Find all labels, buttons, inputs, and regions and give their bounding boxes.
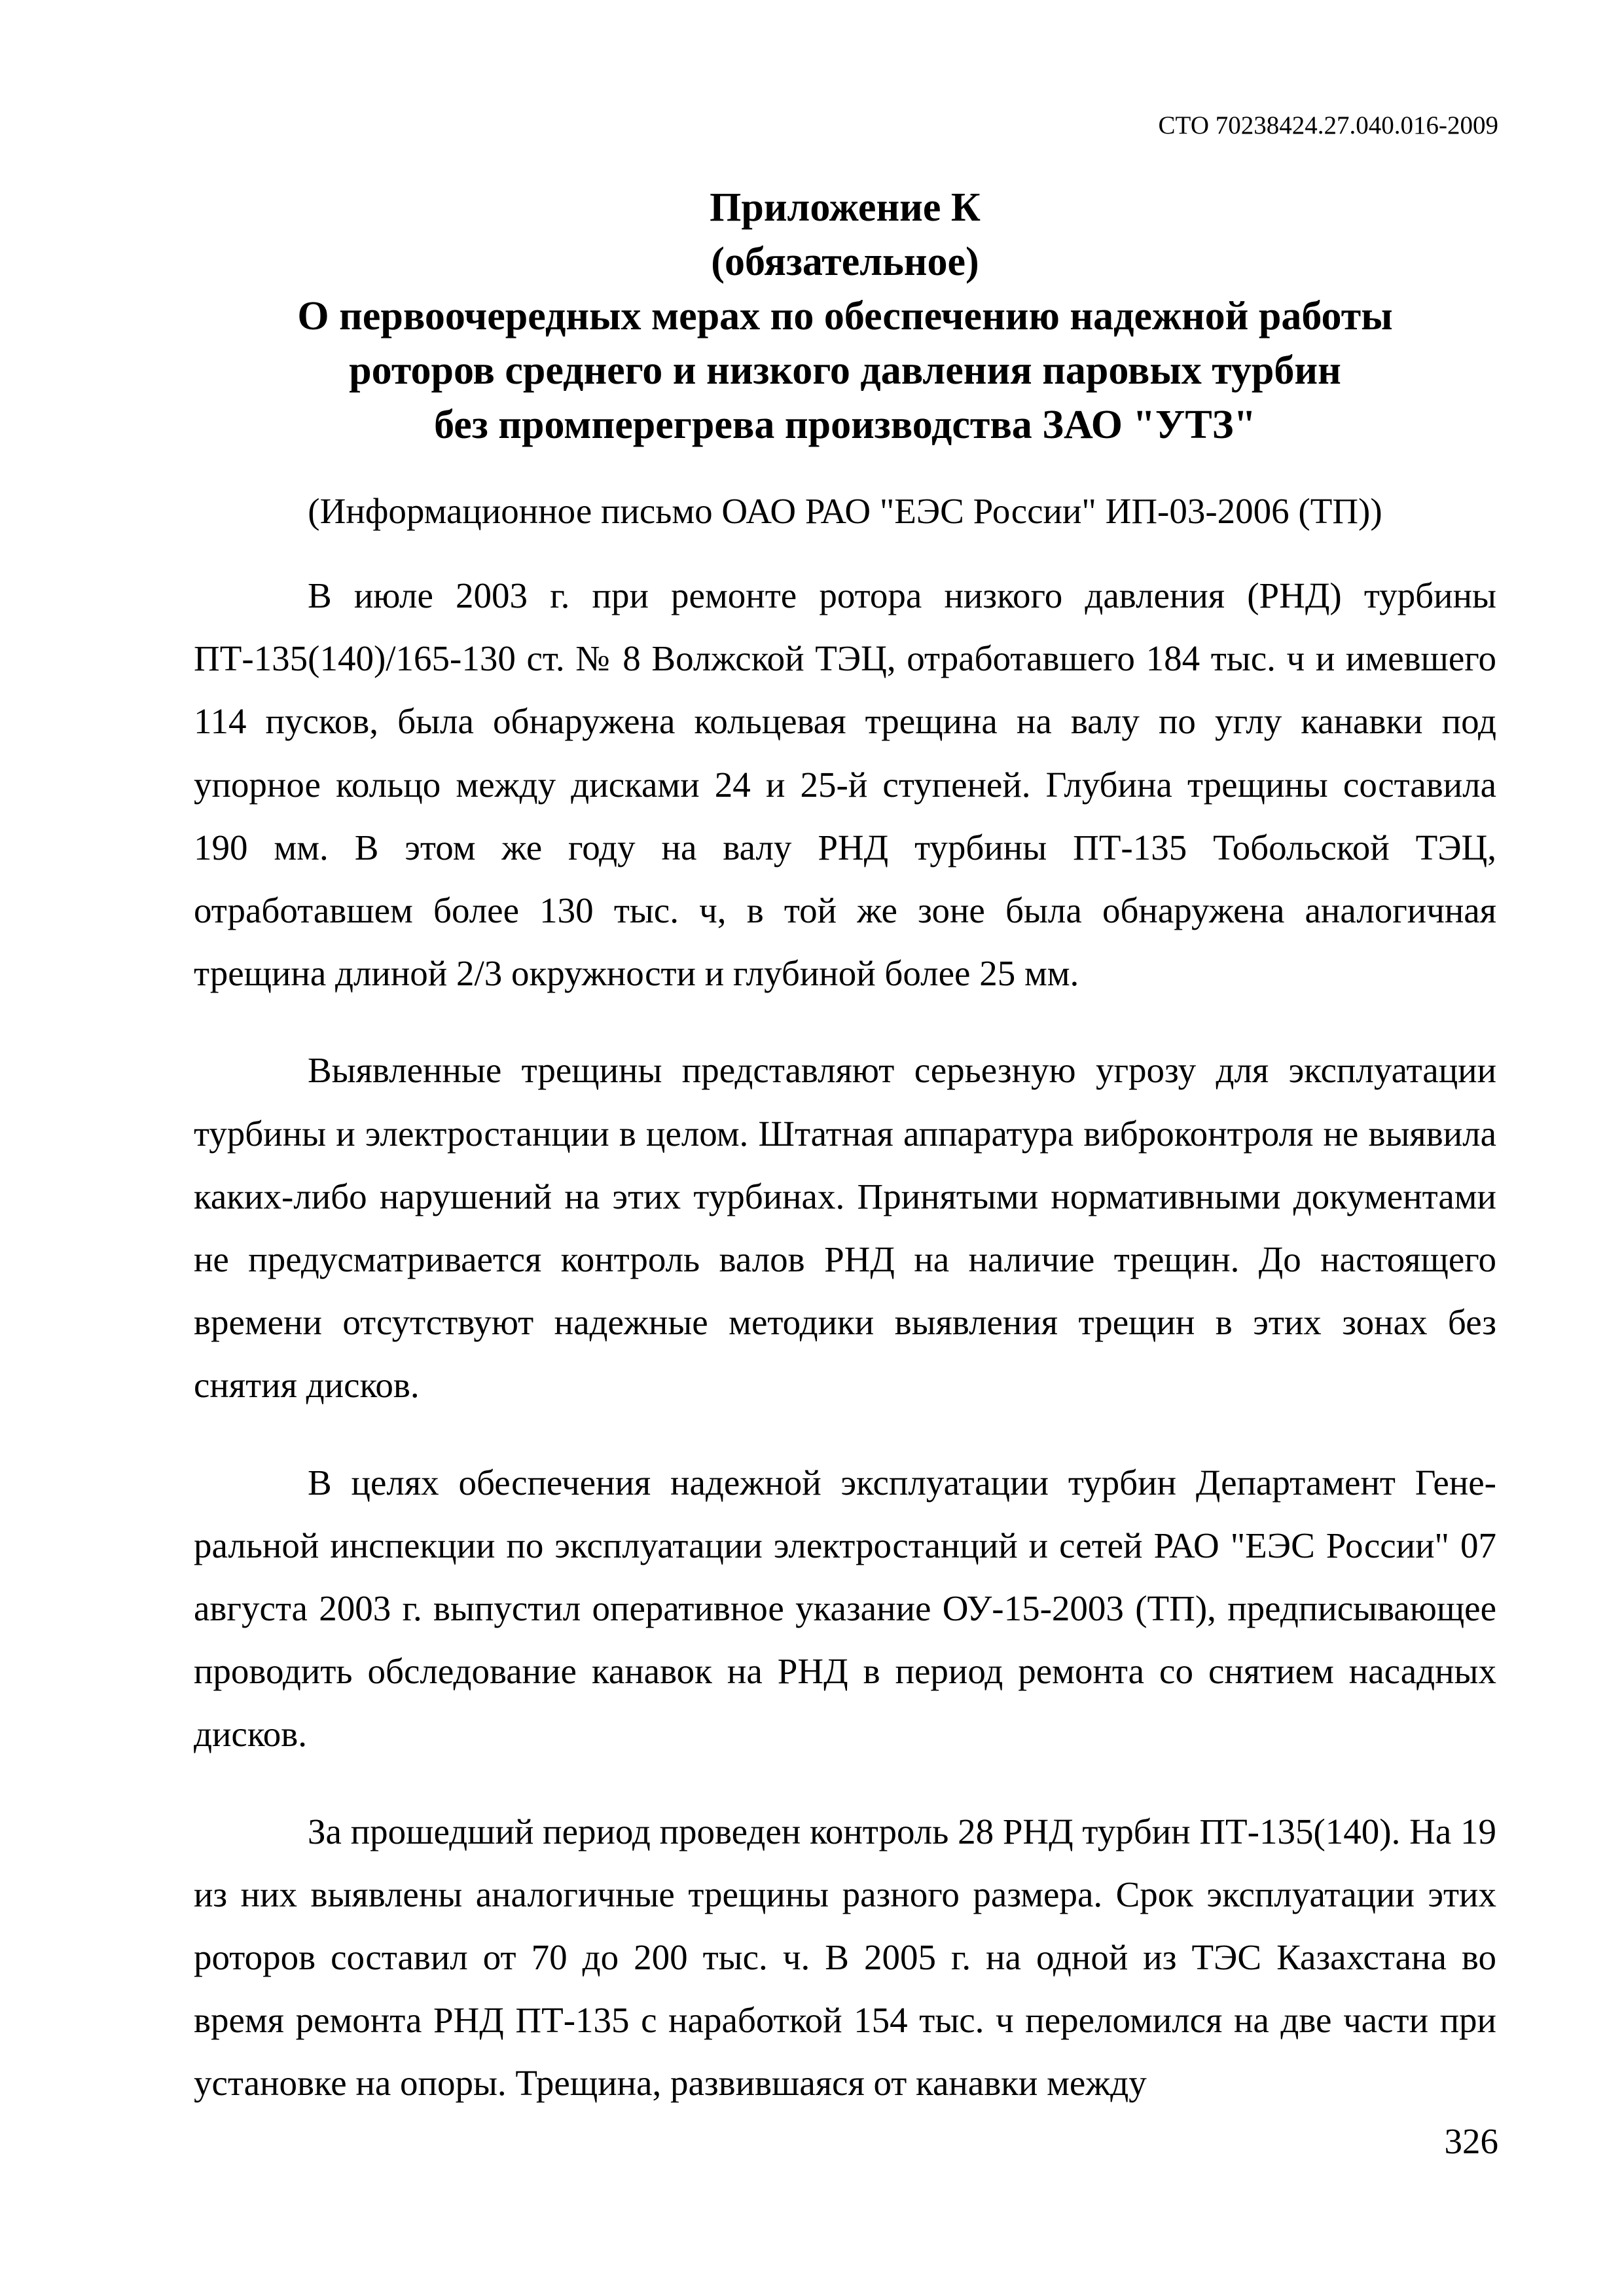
title-line-subject-1: О первоочередных мерах по обеспечению надежной работы <box>297 294 1393 338</box>
paragraph: Выявленные трещины представляют серьезную угрозу для эксплуатации турбины и электростанции в целом. Штатная аппаратура виброконтроля не выявила каких-либо нарушений на этих турбинах. Принятыми нормативными документами не предусматривается контроль валов РНД на наличие трещин. До настоящего времени отсутствуют надежные методики выявления трещин в этих зонах без снятия дисков. <box>194 1050 1496 1406</box>
paragraph: В целях обеспечения надежной эксплуатации турбин Департамент Генеральной инспекции по эксплуатации электростанций и сетей РАО "ЕЭС России" 07 августа 2003 г. выпустил оперативное указание ОУ-15-2003 (ТП), предписывающее проводить обследование канавок на РНД в период ремонта со снятием насадных дисков. <box>194 1462 1496 1755</box>
paragraph: В июле 2003 г. при ремонте ротора низкого давления (РНД) турбины ПТ-135(140)/165-130 ст. № 8 Волжской ТЭЦ, отработавшего 184 тыс. ч и имевшего 114 пусков, была обнаружена кольцевая трещина на валу по углу канавки под упорное кольцо между дисками 24 и 25-й ступеней. Глубина трещины составила 190 мм. В этом же году на валу РНД турбины ПТ-135 Тобольской ТЭЦ, отработавшем более 130 тыс. ч, в той же зоне была обнаружена аналогичная трещина длиной 2/3 окружности и глубиной более 25 мм. <box>194 575 1496 994</box>
source-reference: (Информационное письмо ОАО РАО "ЕЭС России" ИП-03-2006 (ТП)) <box>308 491 1382 531</box>
title-line-status: (обязательное) <box>711 240 979 284</box>
document-code: СТО 70238424.27.040.016-2009 <box>1158 111 1498 139</box>
title-line-appendix: Приложение К <box>710 185 981 230</box>
appendix-title <box>194 181 1496 452</box>
title-line-subject-3: без промперегрева производства ЗАО "УТЗ" <box>434 403 1256 447</box>
page-number: 326 <box>1444 2121 1498 2161</box>
title-line-subject-2: роторов среднего и низкого давления паровых турбин <box>349 348 1341 393</box>
body-text <box>194 564 1496 2149</box>
paragraph: За прошедший период проведен контроль 28 РНД турбин ПТ-135(140). На 19 из них выявлены аналогичные трещины разного размера. Срок эксплуатации этих роторов составил от 70 до 200 тыс. ч. В 2005 г. на одной из ТЭС Казахстана во время ремонта РНД ПТ-135 с наработкой 154 тыс. ч переломился на две части при установке на опоры. Трещина, развившаяся от канавки между <box>194 1811 1496 2104</box>
